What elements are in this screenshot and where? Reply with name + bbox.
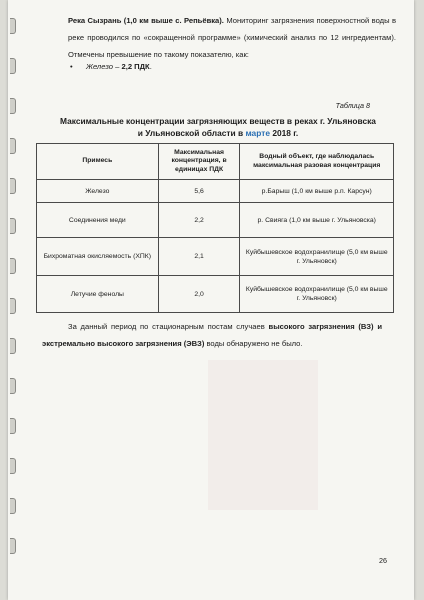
document-page bbox=[8, 0, 414, 600]
table-title-month: марте bbox=[245, 128, 270, 138]
table-row bbox=[37, 276, 394, 313]
bullet-period: . bbox=[149, 62, 152, 71]
cell-object: Куйбышевское водохранилище (5,0 км выше г. Ульяновск) bbox=[240, 276, 394, 313]
table-title bbox=[48, 115, 388, 139]
river-heading: Река Сызрань (1,0 км выше с. Репьёвка). bbox=[68, 16, 224, 25]
conclusion-paragraph: За данный период по стационарным постам случаев высокого загрязнения (ВЗ) и экстремально высокого загрязнения (ЭВЗ) воды обнаружено не было. bbox=[42, 322, 382, 348]
cell-max: 2,2 bbox=[158, 203, 240, 238]
cell-object: р. Свияга (1,0 км выше г. Ульяновска) bbox=[240, 203, 394, 238]
cell-max: 2,0 bbox=[158, 276, 240, 313]
conclusion-and: и bbox=[377, 322, 382, 331]
cell-substance: Летучие фенолы bbox=[37, 276, 159, 313]
page-number: 26 bbox=[379, 556, 387, 565]
cell-object: р.Барыш (1,0 км выше р.п. Карсун) bbox=[240, 180, 394, 203]
concentration-table bbox=[36, 143, 394, 313]
table-title-line1: Максимальные концентрации загрязняющих веществ в реках г. Ульяновска bbox=[60, 116, 376, 126]
cell-substance: Соединения меди bbox=[37, 203, 159, 238]
header-max: Максимальная концентрация, в единицах ПДК bbox=[158, 144, 240, 180]
table-title-line2: и Ульяновской области в марте 2018 г. bbox=[137, 128, 299, 138]
cell-object: Куйбышевское водохранилище (5,0 км выше г. Ульяновск) bbox=[240, 238, 394, 276]
conclusion-evz: экстремально высокого загрязнения (ЭВЗ) bbox=[42, 339, 205, 348]
bullet-dash: – bbox=[115, 62, 120, 71]
table-row bbox=[37, 180, 394, 203]
table-row bbox=[37, 238, 394, 276]
bullet-item bbox=[70, 62, 152, 71]
table-row bbox=[37, 203, 394, 238]
cell-substance: Бихроматная окисляемость (ХПК) bbox=[37, 238, 159, 276]
header-substance: Примесь bbox=[37, 144, 159, 180]
table-header-row bbox=[37, 144, 394, 180]
bullet-value: 2,2 ПДК bbox=[121, 62, 150, 71]
intro-paragraph bbox=[68, 12, 396, 63]
binding-rings bbox=[8, 0, 18, 600]
cell-substance: Железо bbox=[37, 180, 159, 203]
header-object: Водный объект, где наблюдалась максимальная разовая концентрация bbox=[240, 144, 394, 180]
cell-max: 5,6 bbox=[158, 180, 240, 203]
intro-text: Мониторинг загрязнения поверхностной воды в реке проводился по «сокращенной программе» (химический анализ по 12 ингредиентам). Отмечены превышение по такому показателю, как: bbox=[68, 16, 396, 59]
cell-max: 2,1 bbox=[158, 238, 240, 276]
bleed-through-shadow bbox=[208, 360, 318, 510]
bullet-substance: Железо bbox=[86, 62, 114, 71]
conclusion-vz: высокого загрязнения (ВЗ) bbox=[268, 322, 374, 331]
table-label: Таблица 8 bbox=[335, 101, 370, 110]
bullet-symbol: • bbox=[70, 62, 73, 71]
